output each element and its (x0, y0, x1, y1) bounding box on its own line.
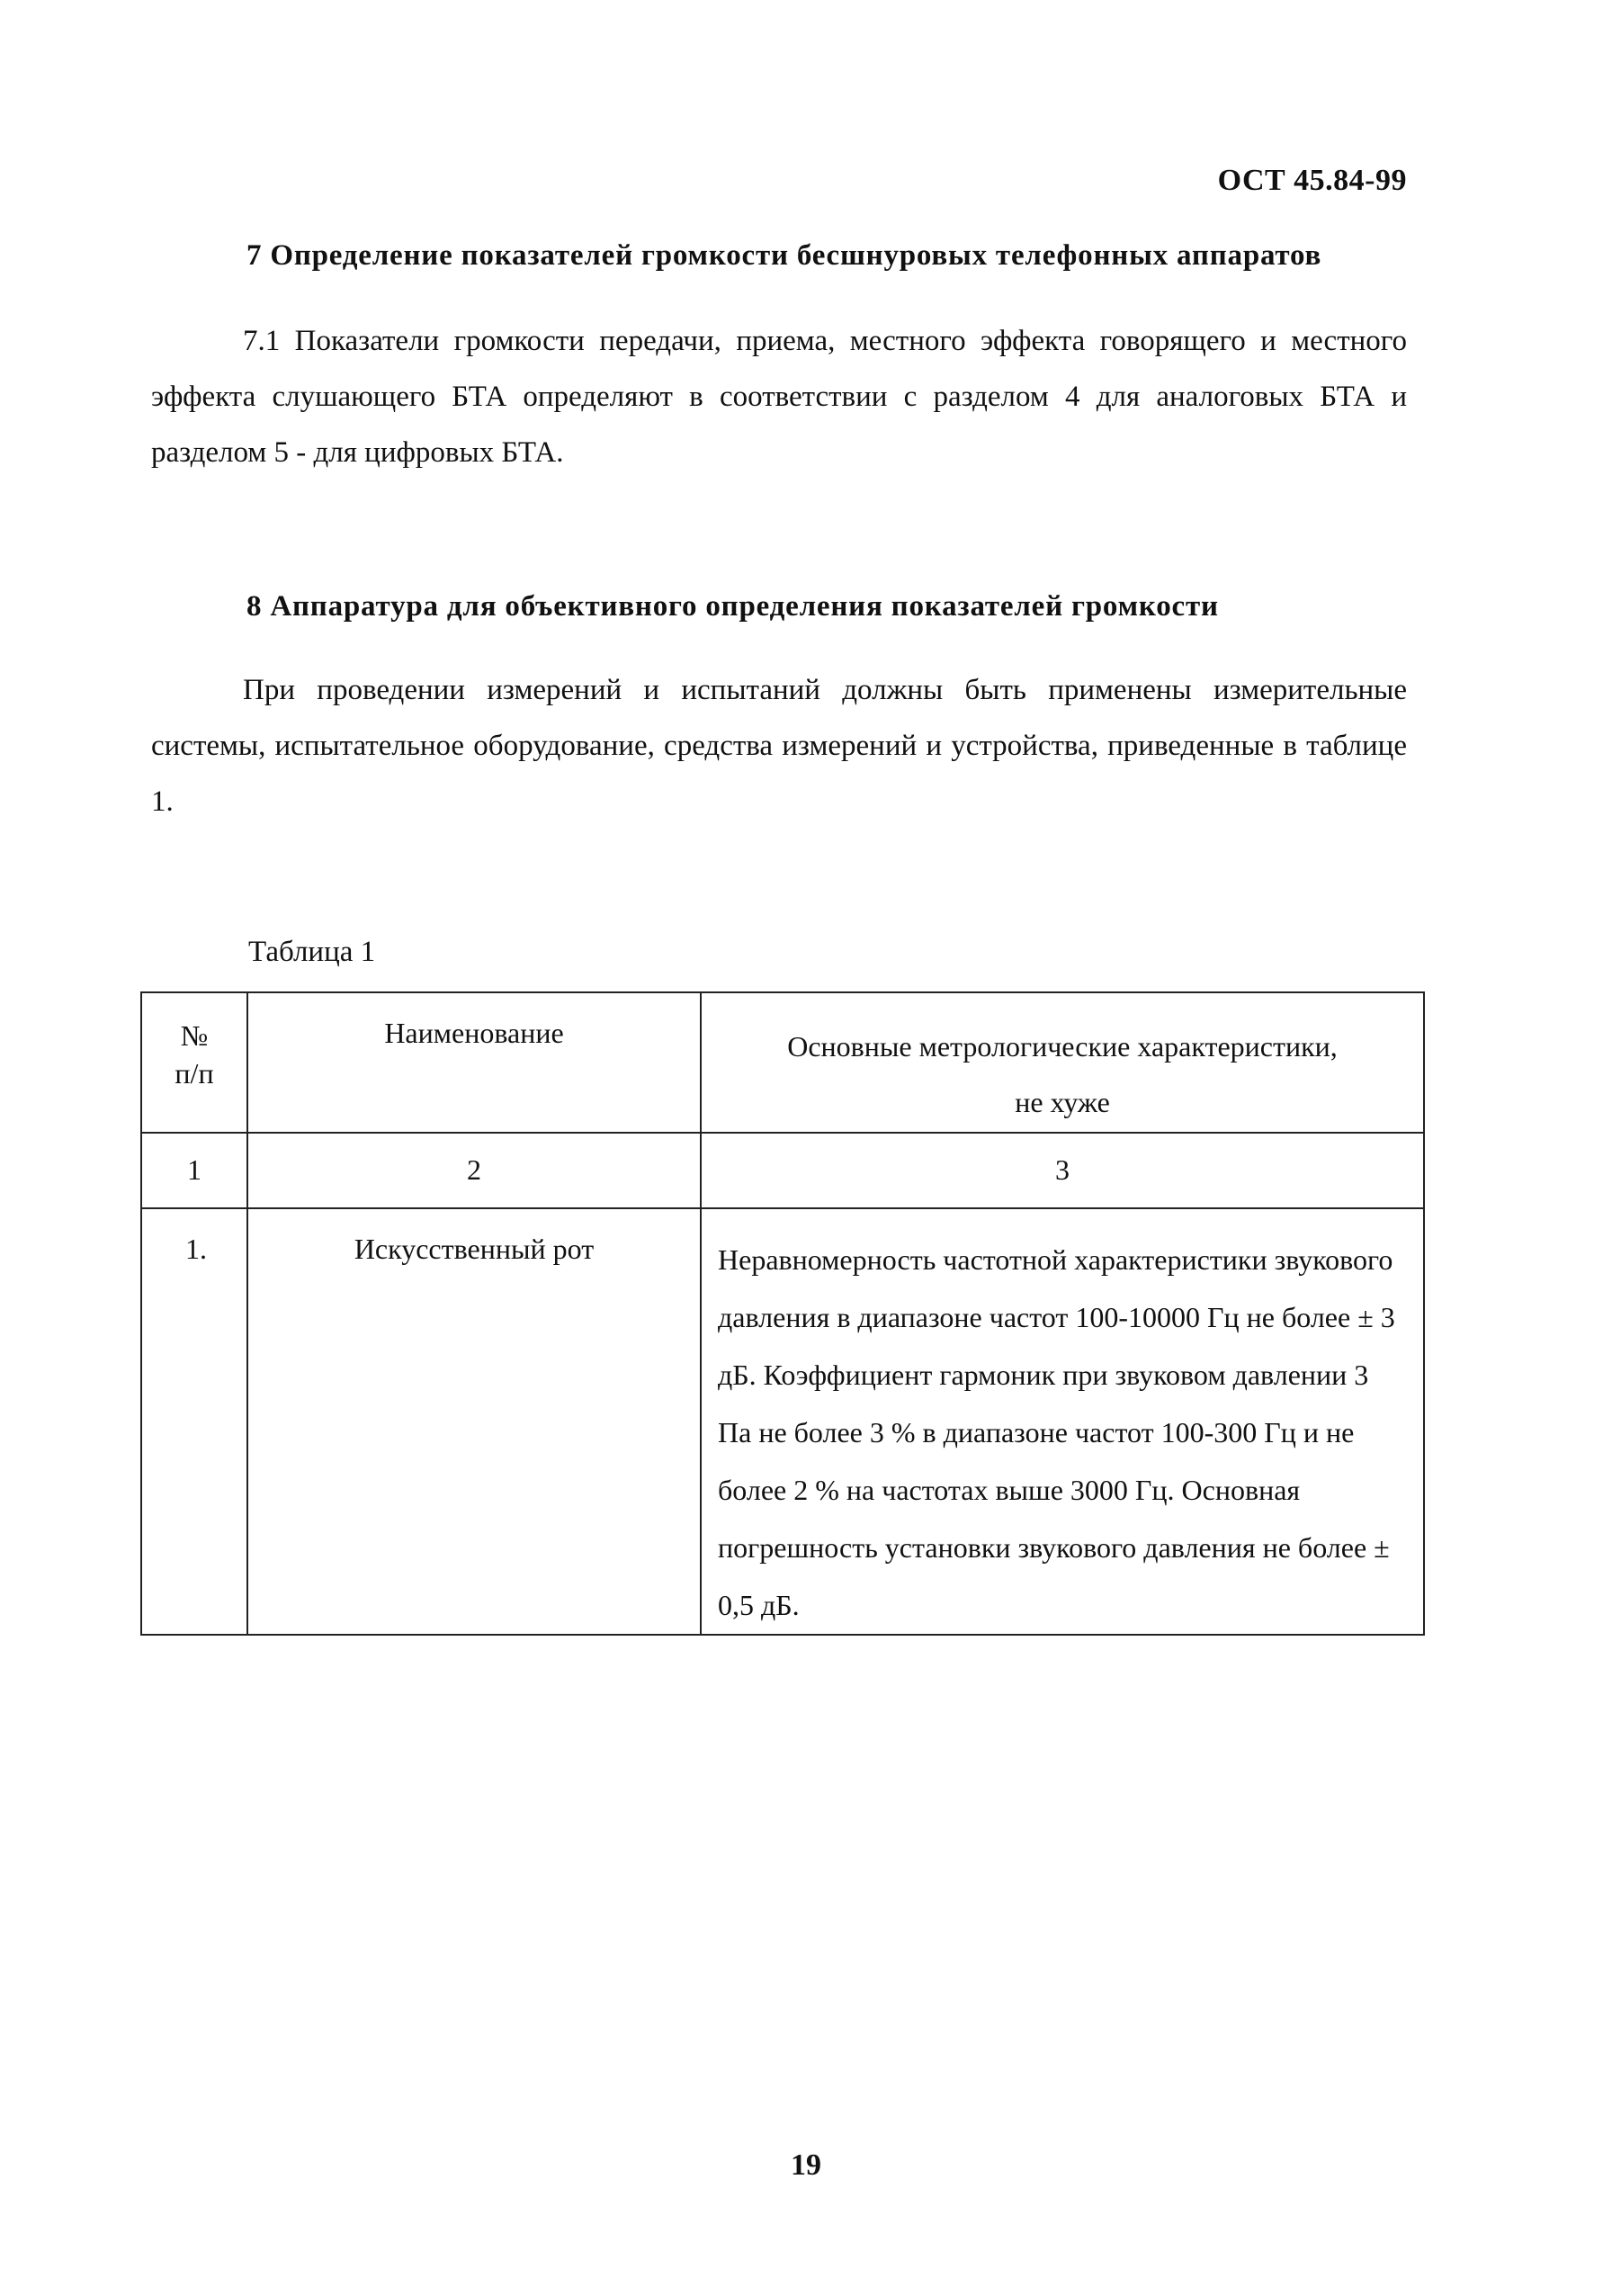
section-8-paragraph (151, 662, 1407, 830)
column-index-cell (141, 1133, 247, 1208)
column-index-row (141, 1133, 1424, 1208)
column-index-cell (701, 1133, 1424, 1208)
document-code: ОСТ 45.84-99 (1217, 164, 1407, 197)
section-8-text: При проведении измерений и испытаний должны быть применены измерительные системы, испытательное оборудование, средства измерений и устройства, приведенные в таблице 1. (151, 674, 1407, 818)
table-row (141, 1208, 1424, 1635)
header-name-label: Наименование (384, 1017, 564, 1049)
header-chars-label: Основные метрологические характеристики, (787, 1030, 1338, 1063)
column-index-cell (247, 1133, 701, 1208)
section-7-heading: 7 Определение показателей громкости бесшнуровых телефонных аппаратов (246, 239, 1322, 272)
row-name: Искусственный рот (354, 1233, 595, 1265)
table-caption: Таблица 1 (248, 936, 376, 968)
column-index-1: 1 (187, 1153, 202, 1186)
section-7-paragraph (151, 313, 1407, 480)
header-chars-sublabel: не хуже (1015, 1086, 1110, 1118)
row-num-cell (141, 1208, 247, 1635)
header-chars-cell (701, 992, 1424, 1133)
equipment-table (140, 991, 1425, 1636)
header-name-cell (247, 992, 701, 1133)
page-number: 19 (791, 2148, 821, 2182)
header-num-cell (141, 992, 247, 1133)
table-header-row (141, 992, 1424, 1133)
header-num-label: № (180, 1019, 209, 1052)
section-7-text: 7.1 Показатели громкости передачи, приема, местного эффекта говорящего и местного эффекта слушающего БТА определяют в соответствии с разделом 4 для аналоговых БТА и разделом 5 - для цифровых БТА. (151, 325, 1407, 469)
section-8-heading: 8 Аппаратура для объективного определения показателей громкости (246, 590, 1219, 623)
row-num: 1. (185, 1233, 207, 1265)
column-index-2: 2 (467, 1153, 481, 1186)
row-name-cell (247, 1208, 701, 1635)
header-num-sublabel: п/п (175, 1057, 214, 1090)
row-chars-cell (701, 1208, 1424, 1635)
column-index-3: 3 (1055, 1153, 1070, 1186)
row-characteristics: Неравномерность частотной характеристики звукового давления в диапазоне частот 100-10000 Гц не более ± 3 дБ. Коэффициент гармоник при звуковом давлении 3 Па не более 3 % в диапазоне частот 100-300 Гц и не более 2 % на частотах выше 3000 Гц. Основная погрешность установки звукового давления не более ± 0,5 дБ. (718, 1243, 1395, 1621)
